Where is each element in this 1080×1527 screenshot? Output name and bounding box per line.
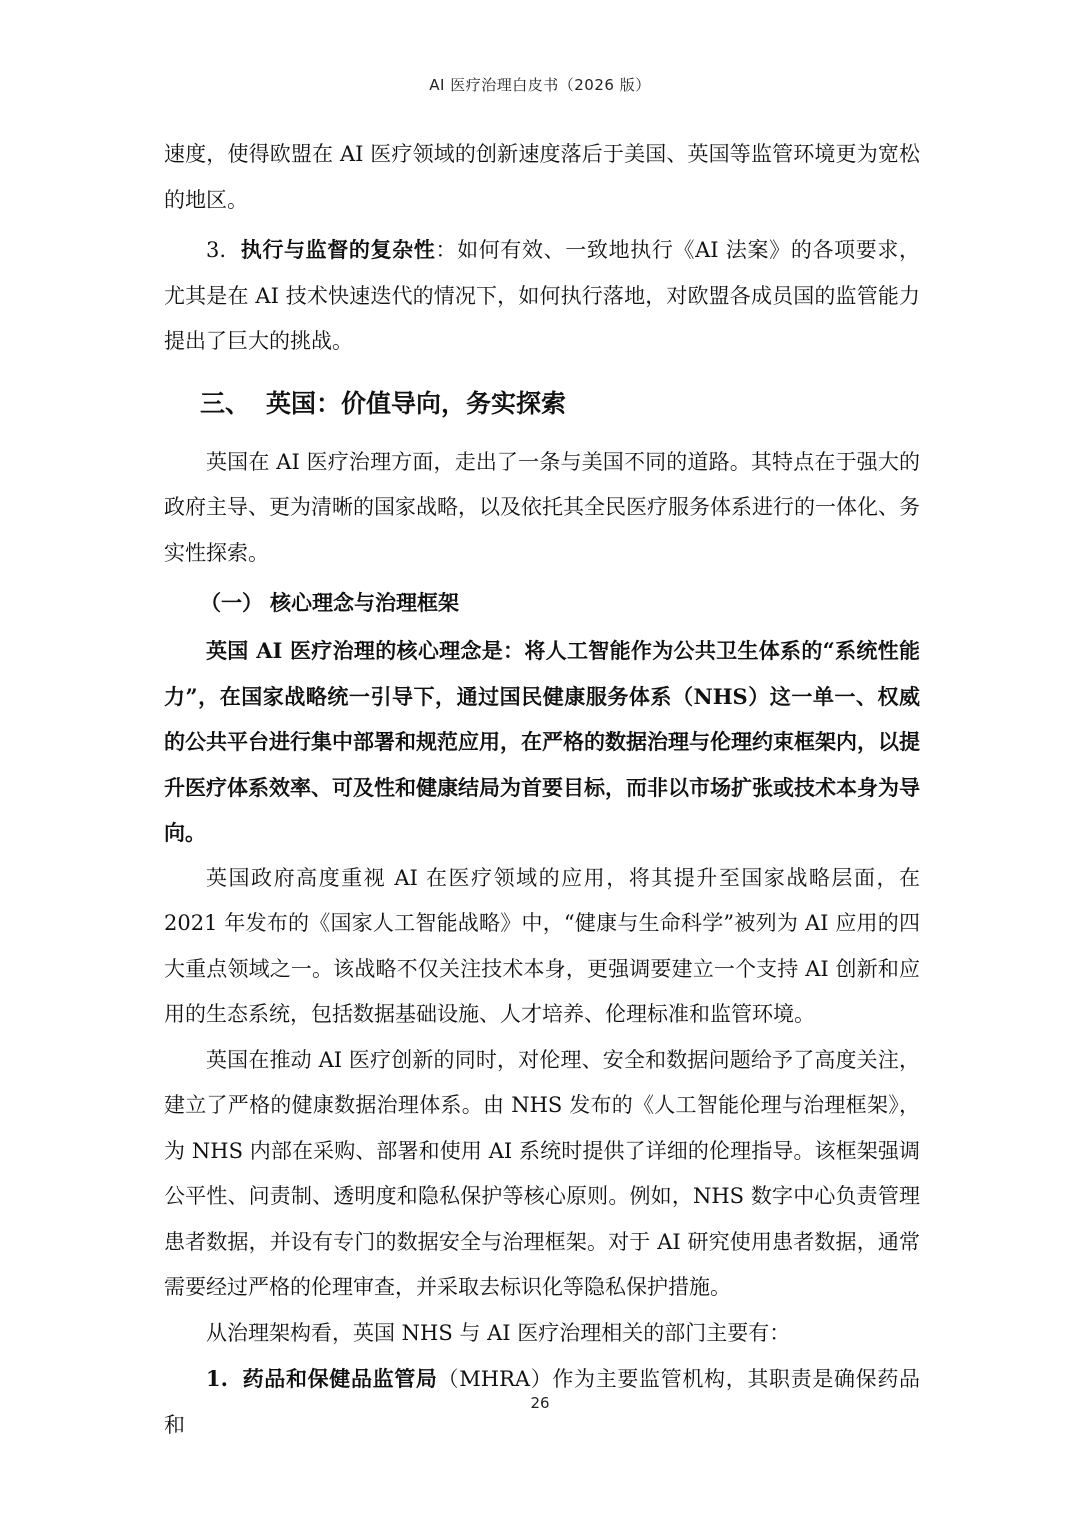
paragraph-governance-structure: 从治理架构看，英国 NHS 与 AI 医疗治理相关的部门主要有： <box>206 1320 791 1345</box>
list-item-bold-term: 执行与监督的复杂性 <box>240 237 436 262</box>
list-item-text: （MHRA）作为主要监管机构，其职责是确保药品和 <box>164 1367 921 1437</box>
paragraph-continuation: 速度，使得欧盟在 AI 医疗领域的创新速度落后于美国、英国等监管环境更为宽松的地区。 <box>164 142 920 212</box>
paragraph-intro: 英国在 AI 医疗治理方面，走出了一条与美国不同的道路。其特点在于强大的政府主导、更为清晰的国家战略，以及依托其全民医疗服务体系进行的一体化、务实性探索。 <box>164 449 920 565</box>
list-item-bold-term: 药品和保健品监管局 <box>242 1366 438 1391</box>
section-title: 英国：价值导向，务实探索 <box>266 388 567 418</box>
paragraph-core-concept: 英国 AI 医疗治理的核心理念是：将人工智能作为公共卫生体系的“系统性能力”，在国家战略统一引导下，通过国民健康服务体系（NHS）这一单一、权威的公共平台进行集中部署和规范应用，在严格的数据治理与伦理约束框架内，以提升医疗体系效率、可及性和健康结局为首要目标，而非以市场扩张或技术本身为导向。 <box>164 638 920 845</box>
section-number: 三、 <box>200 388 251 418</box>
list-item-3 <box>164 227 920 365</box>
subsection-heading <box>200 582 920 624</box>
running-header: AI 医疗治理白皮书（2026 版） <box>429 76 651 94</box>
subsection-title: 核心理念与治理框架 <box>270 591 459 615</box>
paragraph-national-strategy: 英国政府高度重视 AI 在医疗领域的应用，将其提升至国家战略层面，在 2021 年发布的《国家人工智能战略》中，“健康与生命科学”被列为 AI 应用的四大重点领域之一。该战略不仅关注技术本身，更强调要建立一个支持 AI 创新和应用的生态系统，包括数据基础设施、人才培养、伦理标准和监管环境。 <box>164 865 920 1026</box>
section-heading <box>200 380 920 428</box>
list-item-number: 1. <box>206 1366 228 1391</box>
list-item-number: 3. <box>206 238 227 262</box>
paragraph-data-governance: 英国在推动 AI 医疗创新的同时，对伦理、安全和数据问题给予了高度关注，建立了严格的健康数据治理体系。由 NHS 发布的《人工智能伦理与治理框架》，为 NHS 内部在采购、部署和使用 AI 系统时提供了详细的伦理指导。该框架强调公平性、问责制、透明度和隐私保护等核心原则。例如，NHS 数字中心负责管理患者数据，并设有专门的数据安全与治理框架。对于 AI 研究使用患者数据，通常需要经过严格的伦理审查，并采取去标识化等隐私保护措施。 <box>164 1047 920 1299</box>
list-item-text: ：如何有效、一致地执行《AI 法案》的各项要求，尤其是在 AI 技术快速迭代的情况下，如何执行落地，对欧盟各成员国的监管能力提出了巨大的挑战。 <box>164 238 921 353</box>
body-text <box>164 132 920 1448</box>
page-number: 26 <box>530 1394 550 1412</box>
subsection-number: （一） <box>200 591 263 615</box>
